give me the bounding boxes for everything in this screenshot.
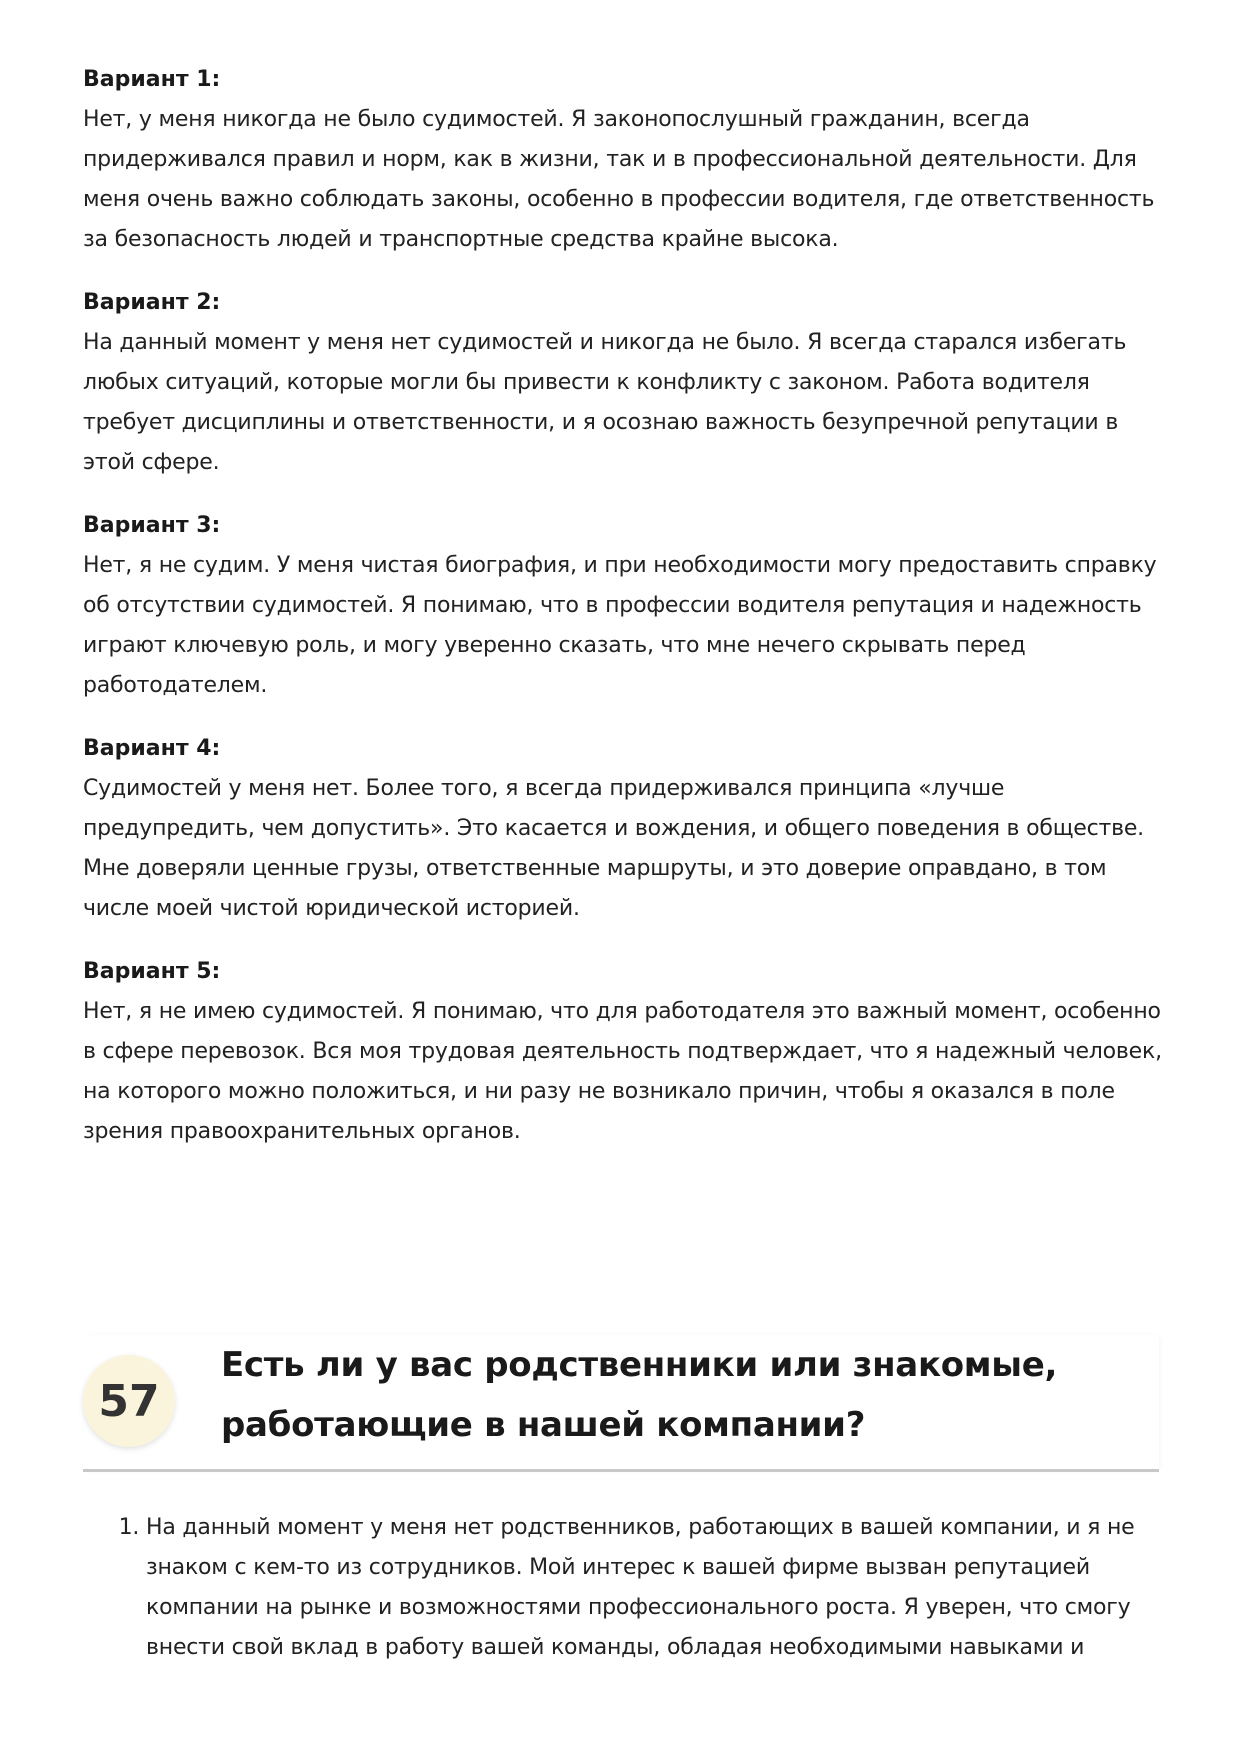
variant-text: На данный момент у меня нет судимостей и никогда не было. Я всегда старался избегать любых ситуаций, которые могли бы привести к конфликту с законом. Работа водителя требует дисциплины и ответственности, и я осознаю важность безупречной репутации в этой сфере. <box>83 330 1127 475</box>
variant-text: Нет, я не судим. У меня чистая биография, и при необходимости могу предоставить справку об отсутствии судимостей. Я понимаю, что в профессии водителя репутация и надежность играют ключевую роль, и могу уверенно сказать, что мне нечего скрывать перед работодателем. <box>83 553 1157 698</box>
answers-list <box>120 1508 1186 1668</box>
answer-item: 1. На данный момент у меня нет родственников, работающих в вашей компании, и я не знаком с кем-то из сотрудников. Мой интерес к вашей фирме вызван репутацией компании на рынке и возможностями профессионального роста. Я уверен, что смогу внести свой вклад в работу вашей команды, обладая необходимыми навыками и <box>146 1508 1186 1668</box>
question-header <box>83 1335 1159 1472</box>
variant-3 <box>83 506 1163 706</box>
question-title: Есть ли у вас родственники или знакомые, работающие в нашей компании? <box>221 1345 1058 1445</box>
variant-5 <box>83 952 1163 1152</box>
variant-2 <box>83 283 1163 483</box>
variants-section <box>83 60 1163 1175</box>
variant-label: Вариант 3: <box>83 513 221 538</box>
variant-label: Вариант 5: <box>83 959 221 984</box>
variant-label: Вариант 2: <box>83 290 221 315</box>
variant-text: Нет, я не имею судимостей. Я понимаю, что для работодателя это важный момент, особенно в сфере перевозок. Вся моя трудовая деятельность подтверждает, что я надежный человек, на которого можно положиться, и ни разу не возникало причин, чтобы я оказался в поле зрения правоохранительных органов. <box>83 999 1162 1144</box>
question-number-badge: 57 <box>83 1355 175 1447</box>
variant-text: Нет, у меня никогда не было судимостей. Я законопослушный гражданин, всегда придерживался правил и норм, как в жизни, так и в профессиональной деятельности. Для меня очень важно соблюдать законы, особенно в профессии водителя, где ответственность за безопасность людей и транспортные средства крайне высока. <box>83 107 1155 252</box>
variant-4 <box>83 729 1163 929</box>
variant-1 <box>83 60 1163 260</box>
variant-text: Судимостей у меня нет. Более того, я всегда придерживался принципа «лучше предупредить, чем допустить». Это касается и вождения, и общего поведения в обществе. Мне доверяли ценные грузы, ответственные маршруты, и это доверие оправдано, в том числе моей чистой юридической историей. <box>83 776 1144 921</box>
variant-label: Вариант 4: <box>83 736 221 761</box>
variant-label: Вариант 1: <box>83 67 221 92</box>
